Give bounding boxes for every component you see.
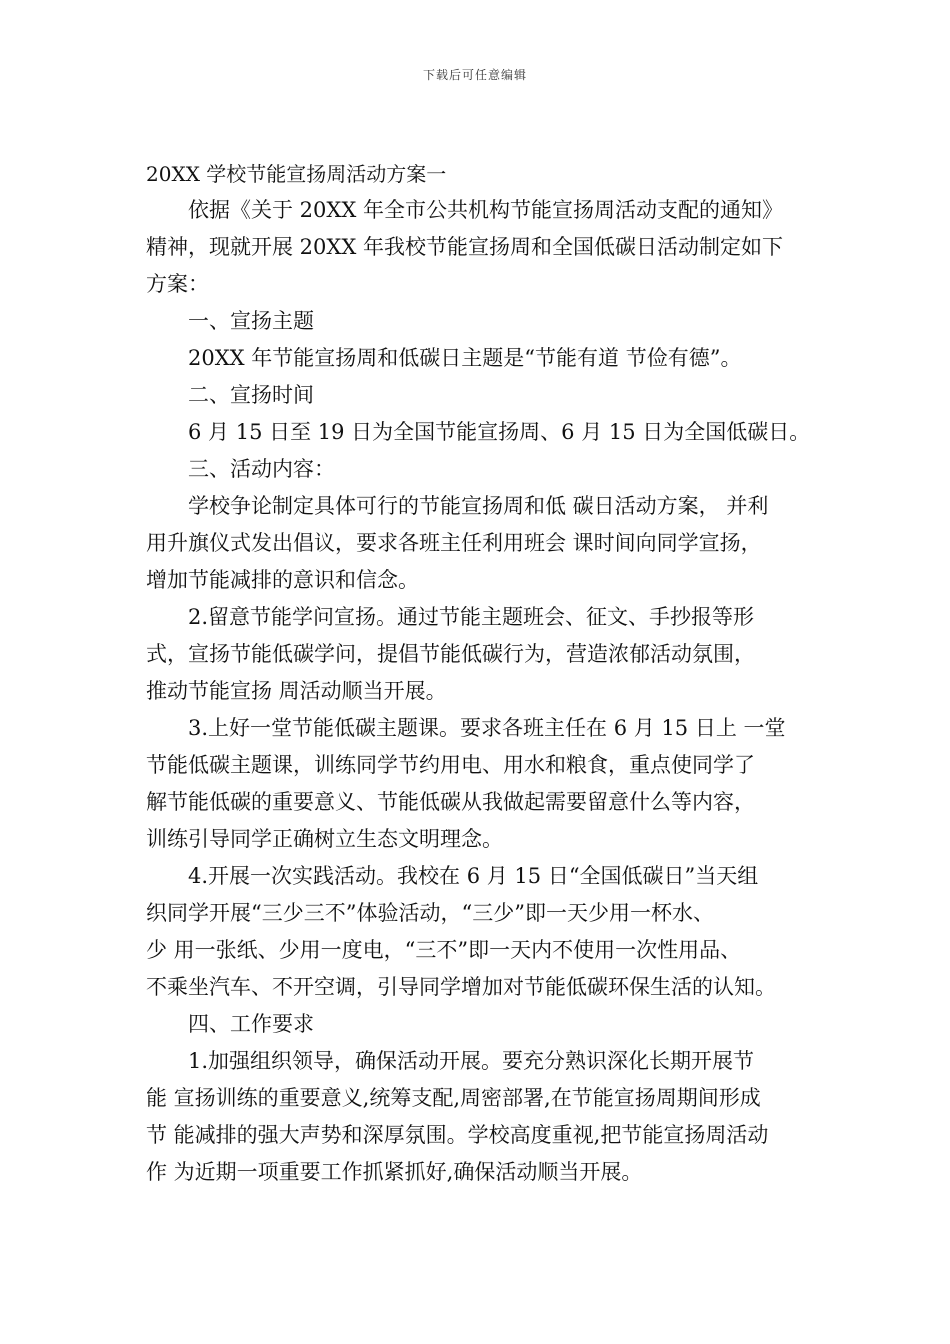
- text-line: 学校争论制定具体可行的节能宣扬周和低 碳日活动方案， 并利: [188, 494, 769, 518]
- paragraph-requirements-1: [146, 1043, 808, 1191]
- paragraph-time: [146, 414, 811, 451]
- section-heading-theme: [146, 303, 808, 340]
- text-line: 依据《关于 20XX 年全市公共机构节能宣扬周活动支配的通知》: [188, 198, 783, 222]
- header-note: 下载后可任意编辑: [422, 68, 527, 82]
- text-line: 少 用一张纸、少用一度电，“三不”即一天内不使用一次性用品、: [146, 938, 742, 962]
- document-title: 20XX 学校节能宣扬周活动方案一: [146, 162, 447, 186]
- text-line: 三、活动内容：: [188, 457, 335, 481]
- text-line: 2.留意节能学问宣扬。通过节能主题班会、征文、手抄报等形: [188, 605, 755, 629]
- document-body: [146, 158, 811, 1191]
- text-line: 3.上好一堂节能低碳主题课。要求各班主任在 6 月 15 日上 一堂: [188, 716, 786, 740]
- text-line: 解节能低碳的重要意义、节能低碳从我做起需要留意什么等内容，: [146, 790, 755, 814]
- section-heading-requirements: [146, 1006, 808, 1043]
- text-line: 四、工作要求: [188, 1012, 314, 1036]
- text-line: 1.加强组织领导，确保活动开展。要充分熟识深化长期开展节: [188, 1049, 755, 1073]
- text-line: 作 为近期一项重要工作抓紧抓好,确保活动顺当开展。: [146, 1160, 643, 1184]
- text-line: 增加节能减排的意识和信念。: [146, 568, 419, 592]
- text-line: 4.开展一次实践活动。我校在 6 月 15 日“全国低碳日”当天组: [188, 864, 759, 888]
- text-line: 推动节能宣扬 周活动顺当开展。: [146, 679, 447, 703]
- paragraph-content-4: [146, 858, 808, 1006]
- text-line: 方案：: [146, 272, 209, 296]
- text-line: 节 能减排的强大声势和深厚氛围。学校高度重视,把节能宣扬周活动: [146, 1123, 769, 1147]
- paragraph-intro: [146, 192, 808, 303]
- section-heading-content: [146, 451, 808, 488]
- text-line: 用升旗仪式发出倡议，要求各班主任利用班会 课时间向同学宣扬，: [146, 531, 762, 555]
- text-line: 训练引导同学正确树立生态文明理念。: [146, 827, 503, 851]
- text-line: 能 宣扬训练的重要意义,统筹支配,周密部署,在节能宣扬周期间形成: [146, 1086, 761, 1110]
- paragraph-content-1: [146, 488, 808, 599]
- text-line: 精神，现就开展 20XX 年我校节能宣扬周和全国低碳日活动制定如下: [146, 235, 783, 259]
- text-line: 6 月 15 日至 19 日为全国节能宣扬周、6 月 15 日为全国低碳日。: [188, 420, 811, 444]
- text-line: 不乘坐汽车、不开空调，引导同学增加对节能低碳环保生活的认知。: [146, 975, 776, 999]
- text-line: 一、宣扬主题: [188, 309, 314, 333]
- text-line: 二、宣扬时间: [188, 383, 314, 407]
- paragraph-content-3: [146, 710, 808, 858]
- section-heading-time: [146, 377, 808, 414]
- text-line: 20XX 年节能宣扬周和低碳日主题是“节能有道 节俭有德”。: [188, 346, 742, 370]
- text-line: 节能低碳主题课，训练同学节约用电、用水和粮食，重点使同学了: [146, 753, 755, 777]
- text-line: 织同学开展“三少三不”体验活动，“三少”即一天少用一杯水、: [146, 901, 714, 925]
- paragraph-theme: [146, 340, 808, 377]
- paragraph-content-2: [146, 599, 808, 710]
- text-line: 式，宣扬节能低碳学问，提倡节能低碳行为，营造浓郁活动氛围，: [146, 642, 755, 666]
